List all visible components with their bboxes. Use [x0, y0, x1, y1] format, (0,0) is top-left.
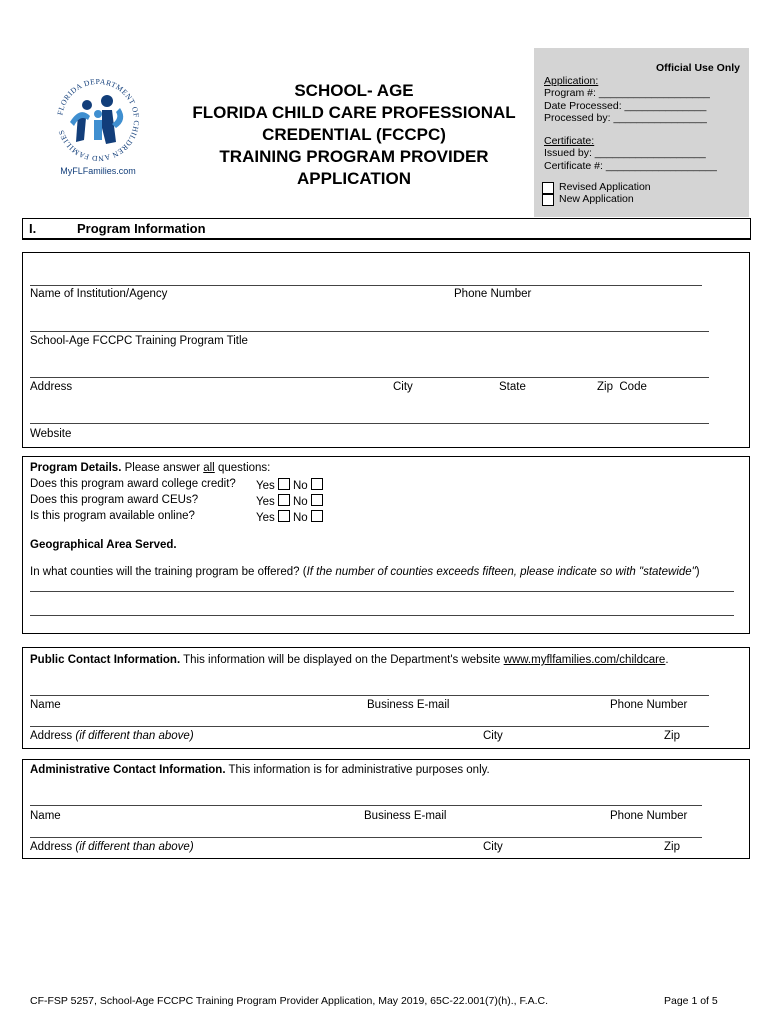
counties-line-1[interactable]	[30, 591, 734, 592]
issued-by-field[interactable]: Issued by: ___________________	[544, 147, 706, 160]
title-line-4: TRAINING PROGRAM PROVIDER	[219, 147, 489, 166]
title-line-3: CREDENTIAL (FCCPC)	[262, 125, 446, 144]
counties-text-end: )	[695, 566, 700, 578]
public-name-line[interactable]	[30, 695, 709, 696]
date-processed-field[interactable]: Date Processed: ______________	[544, 99, 707, 112]
intro-text-end: questions:	[214, 462, 271, 474]
address-word: Address	[30, 841, 73, 853]
logo-ring-text: FLORIDA DEPARTMENT OF CHILDREN AND FAMILIES	[55, 76, 142, 164]
admin-address-line[interactable]	[30, 837, 702, 838]
admin-city-label: City	[483, 841, 503, 853]
admin-name-line[interactable]	[30, 805, 702, 806]
public-email-label: Business E-mail	[367, 699, 450, 711]
no-label: No	[292, 496, 308, 508]
ceus-no-checkbox[interactable]	[311, 494, 323, 506]
admin-address-label	[30, 841, 194, 853]
form-title	[172, 80, 536, 190]
yes-label: Yes	[256, 512, 275, 524]
no-label: No	[292, 512, 308, 524]
public-address-line[interactable]	[30, 726, 709, 727]
official-use-box	[534, 48, 749, 217]
program-title-label: School-Age FCCPC Training Program Title	[30, 335, 248, 347]
public-zip-label: Zip	[664, 730, 680, 742]
public-contact-intro	[30, 654, 669, 666]
admin-contact-heading: Administrative Contact Information.	[30, 764, 226, 776]
public-name-label: Name	[30, 699, 61, 711]
program-info-box	[22, 252, 750, 448]
revised-application-checkbox[interactable]	[542, 182, 554, 194]
dcf-logo	[50, 70, 146, 182]
logo-site-text: MyFLFamilies.com	[60, 166, 136, 176]
yes-label: Yes	[256, 480, 275, 492]
zip-code-label: Zip Code	[597, 381, 647, 393]
program-number-field[interactable]: Program #: ___________________	[544, 87, 710, 100]
program-title-line[interactable]	[30, 331, 709, 332]
answer-row-3	[256, 510, 323, 524]
section-title: Program Information	[77, 221, 206, 236]
counties-text: In what counties will the training program be offered? (	[30, 566, 307, 578]
yes-label: Yes	[256, 496, 275, 508]
counties-note: If the number of counties exceeds fifteen, please indicate so with "statewide"	[306, 566, 696, 578]
answer-row-1	[256, 478, 323, 492]
city-label: City	[393, 381, 413, 393]
admin-contact-intro	[30, 764, 490, 776]
application-label: Application:	[544, 75, 599, 87]
title-line-2: FLORIDA CHILD CARE PROFESSIONAL	[192, 103, 516, 122]
public-contact-heading: Public Contact Information.	[30, 654, 181, 666]
public-contact-period: .	[665, 654, 669, 666]
question-college-credit: Does this program award college credit?	[30, 478, 236, 490]
certificate-label: Certificate:	[544, 135, 595, 148]
program-details-heading: Program Details.	[30, 462, 122, 474]
state-label: State	[499, 381, 526, 393]
public-phone-label: Phone Number	[610, 699, 688, 711]
public-contact-desc: This information will be displayed on the Department's website	[180, 654, 504, 666]
program-details-intro	[30, 462, 270, 474]
section-number: I.	[29, 221, 37, 236]
question-ceus: Does this program award CEUs?	[30, 494, 199, 506]
childcare-link[interactable]: www.myflfamilies.com/childcare	[503, 654, 666, 666]
intro-all: all	[203, 462, 215, 474]
website-line[interactable]	[30, 423, 709, 424]
official-use-heading: Official Use Only	[655, 62, 740, 74]
counties-question	[30, 566, 700, 578]
counties-line-2[interactable]	[30, 615, 734, 616]
title-line-5: APPLICATION	[297, 169, 411, 188]
institution-name-label: Name of Institution/Agency	[30, 288, 168, 300]
question-online: Is this program available online?	[30, 510, 195, 522]
intro-text: Please answer	[121, 462, 204, 474]
answer-row-2	[256, 494, 323, 508]
ceus-yes-checkbox[interactable]	[278, 494, 290, 506]
public-address-label	[30, 730, 194, 742]
form-id-footer: CF-FSP 5257, School-Age FCCPC Training Program Provider Application, May 2019, 65C-22.001(7)(h)., F.A.C.	[30, 995, 549, 1007]
program-phone-label: Phone Number	[454, 288, 532, 300]
address-label: Address	[30, 381, 73, 393]
section-header	[22, 218, 751, 240]
revised-application-label: Revised Application	[559, 181, 651, 193]
title-line-1: SCHOOL- AGE	[294, 81, 414, 100]
geo-area-heading: Geographical Area Served.	[30, 539, 177, 551]
admin-contact-desc: This information is for administrative purposes only.	[225, 764, 490, 776]
new-application-checkbox[interactable]	[542, 194, 554, 206]
new-application-label: New Application	[559, 193, 634, 205]
institution-name-line[interactable]	[30, 285, 702, 286]
admin-phone-label: Phone Number	[610, 810, 688, 822]
address-note: (if different than above)	[75, 730, 194, 742]
certificate-number-field[interactable]: Certificate #: ___________________	[544, 159, 717, 172]
website-label: Website	[30, 428, 72, 440]
college-credit-no-checkbox[interactable]	[311, 478, 323, 490]
college-credit-yes-checkbox[interactable]	[278, 478, 290, 490]
processed-by-field[interactable]: Processed by: ________________	[544, 111, 707, 124]
admin-zip-label: Zip	[664, 841, 680, 853]
online-no-checkbox[interactable]	[311, 510, 323, 522]
address-note: (if different than above)	[75, 841, 194, 853]
admin-email-label: Business E-mail	[364, 810, 447, 822]
page-number: Page 1 of 5	[664, 995, 718, 1007]
public-city-label: City	[483, 730, 503, 742]
admin-name-label: Name	[30, 810, 61, 822]
no-label: No	[292, 480, 308, 492]
address-word: Address	[30, 730, 73, 742]
address-line[interactable]	[30, 377, 709, 378]
online-yes-checkbox[interactable]	[278, 510, 290, 522]
